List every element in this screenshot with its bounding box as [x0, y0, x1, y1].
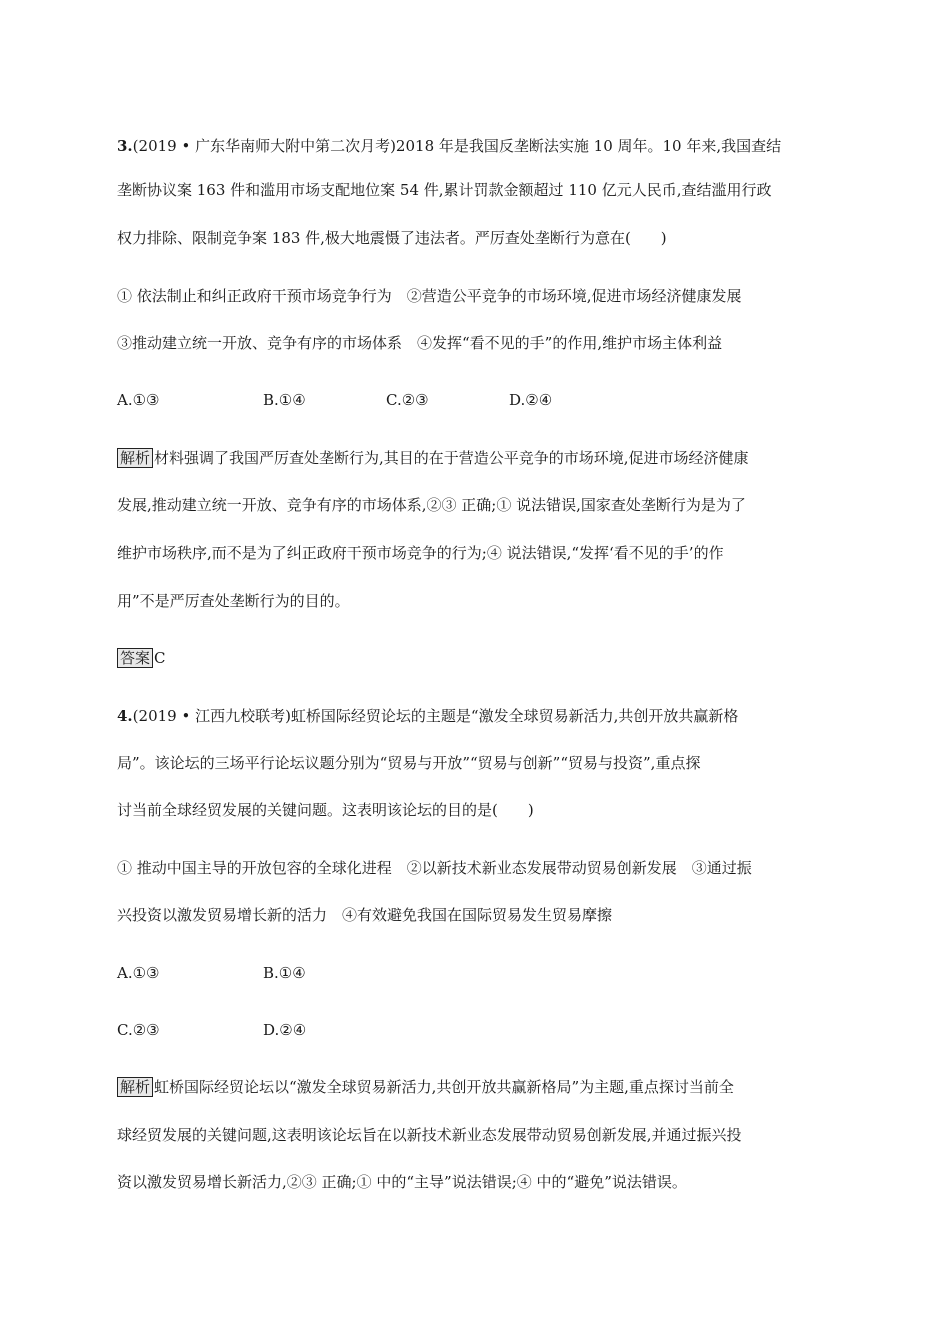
- q3-option-a: A.①③: [117, 391, 160, 409]
- q3-analysis-line-2: 发展,推动建立统一开放、竞争有序的市场体系,②③ 正确;① 说法错误,国家查处垄断行为是为了: [117, 496, 746, 514]
- q4-analysis-line-1: [117, 1077, 734, 1097]
- q4-stem-line-2: 局”。该论坛的三场平行论坛议题分别为“贸易与开放”“贸易与创新”“贸易与投资”,重点探: [117, 754, 701, 772]
- q3-statement-line-1: ① 依法制止和纠正政府干预市场竞争行为 ②营造公平竞争的市场环境,促进市场经济健康发展: [117, 287, 742, 305]
- q3-analysis-tag: 解析: [117, 448, 153, 468]
- q3-stem-text-1: (2019 • 广东华南师大附中第二次月考)2018 年是我国反垄断法实施 10 周年。10 年来,我国查结: [132, 137, 782, 155]
- q4-option-c: C.②③: [117, 1021, 160, 1039]
- q3-option-d: D.②④: [509, 391, 553, 409]
- q3-answer-value: C: [154, 649, 166, 667]
- q3-answer-line: [117, 648, 166, 668]
- q3-number: 3.: [117, 137, 133, 155]
- q4-option-d: D.②④: [263, 1021, 307, 1039]
- q3-stem-line-2: 垄断协议案 163 件和滥用市场支配地位案 54 件,累计罚款金额超过 110 亿元人民币,查结滥用行政: [117, 181, 772, 199]
- q3-stem-line-1: [117, 136, 781, 156]
- q4-option-b: B.①④: [263, 964, 306, 982]
- q4-number: 4.: [117, 707, 133, 725]
- q3-analysis-line-1: [117, 448, 749, 468]
- q3-analysis-line-4: 用”不是严厉查处垄断行为的目的。: [117, 592, 350, 610]
- q4-analysis-tag: 解析: [117, 1077, 153, 1097]
- q4-analysis-line-2: 球经贸发展的关键问题,这表明该论坛旨在以新技术新业态发展带动贸易创新发展,并通过振兴投: [117, 1126, 742, 1144]
- q3-stem-line-3: 权力排除、限制竞争案 183 件,极大地震慑了违法者。严厉查处垄断行为意在( ): [117, 229, 667, 247]
- q4-stem-line-1: [117, 706, 738, 726]
- q3-option-c: C.②③: [386, 391, 429, 409]
- q4-statement-line-1: ① 推动中国主导的开放包容的全球化进程 ②以新技术新业态发展带动贸易创新发展 ③通过振: [117, 859, 752, 877]
- q3-analysis-text-1: 材料强调了我国严厉查处垄断行为,其目的在于营造公平竞争的市场环境,促进市场经济健康: [154, 449, 749, 467]
- q4-analysis-line-3: 资以激发贸易增长新活力,②③ 正确;① 中的“主导”说法错误;④ 中的“避免”说法错误。: [117, 1173, 687, 1191]
- q3-statement-line-2: ③推动建立统一开放、竞争有序的市场体系 ④发挥“看不见的手”的作用,维护市场主体利益: [117, 334, 723, 352]
- q4-option-a: A.①③: [117, 964, 160, 982]
- q4-stem-line-3: 讨当前全球经贸发展的关键问题。这表明该论坛的目的是( ): [117, 801, 534, 819]
- q4-stem-text-1: (2019 • 江西九校联考)虹桥国际经贸论坛的主题是“激发全球贸易新活力,共创开放共赢新格: [132, 707, 739, 725]
- q3-option-b: B.①④: [263, 391, 306, 409]
- q3-answer-tag: 答案: [117, 648, 153, 668]
- q4-analysis-text-1: 虹桥国际经贸论坛以“激发全球贸易新活力,共创开放共赢新格局”为主题,重点探讨当前全: [154, 1078, 734, 1096]
- q4-statement-line-2: 兴投资以激发贸易增长新的活力 ④有效避免我国在国际贸易发生贸易摩擦: [117, 906, 613, 924]
- q3-analysis-line-3: 维护市场秩序,而不是为了纠正政府干预市场竞争的行为;④ 说法错误,“发挥‘看不见的手’的作: [117, 544, 724, 562]
